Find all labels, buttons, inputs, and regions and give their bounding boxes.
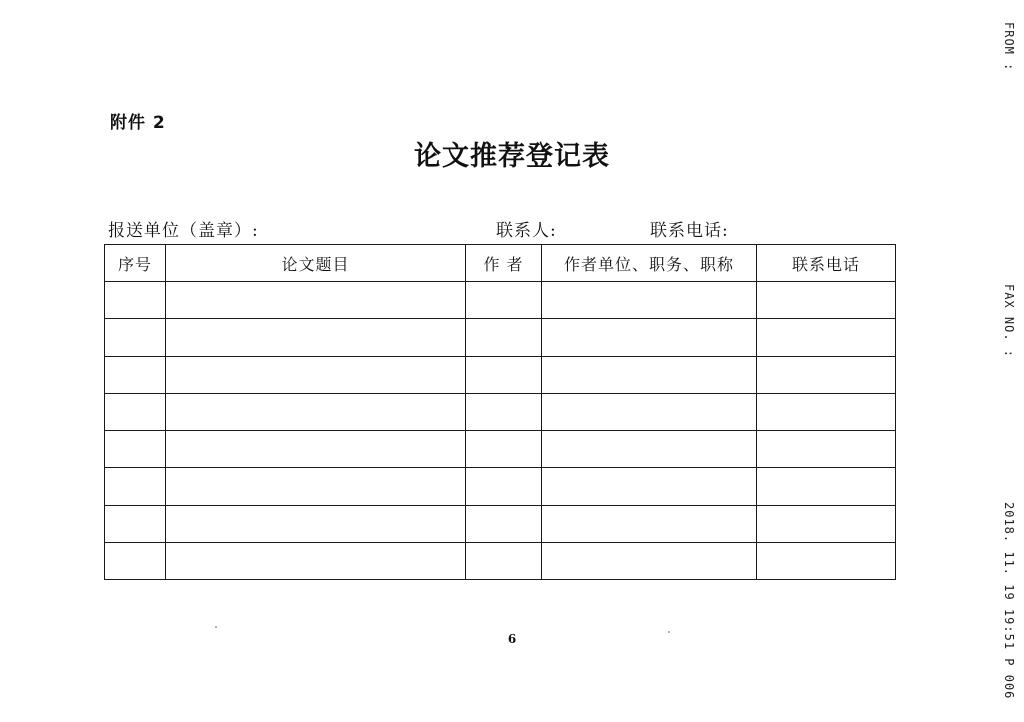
table-cell	[542, 393, 757, 430]
scan-speck	[215, 626, 217, 628]
table-cell	[757, 393, 896, 430]
table-cell	[105, 468, 166, 505]
contact-person-label: 联系人:	[496, 221, 557, 241]
table-cell	[466, 431, 542, 468]
table-cell	[542, 319, 757, 356]
table-cell	[105, 431, 166, 468]
table-cell	[166, 468, 466, 505]
table-row	[105, 356, 896, 393]
table-cell	[757, 356, 896, 393]
table-cell	[166, 393, 466, 430]
table-cell	[166, 282, 466, 319]
scan-speck	[668, 631, 670, 633]
table-cell	[105, 542, 166, 579]
table-cell	[105, 319, 166, 356]
table-row	[105, 505, 896, 542]
table-header-row	[105, 245, 896, 282]
document-title: 论文推荐登记表	[414, 141, 610, 172]
table-cell	[166, 542, 466, 579]
table-cell	[757, 319, 896, 356]
header-author: 作 者	[466, 245, 542, 282]
header-paper-title: 论文题目	[166, 245, 466, 282]
table-cell	[105, 282, 166, 319]
fax-header-strip	[1002, 22, 1020, 700]
table-cell	[542, 542, 757, 579]
table-cell	[757, 282, 896, 319]
table-cell	[757, 431, 896, 468]
table-row	[105, 393, 896, 430]
table-cell	[466, 356, 542, 393]
table-row	[105, 282, 896, 319]
table-cell	[542, 468, 757, 505]
submitting-unit-label: 报送单位（盖章）:	[108, 221, 259, 241]
table-cell	[166, 319, 466, 356]
table-cell	[105, 356, 166, 393]
table-cell	[466, 468, 542, 505]
table-cell	[466, 542, 542, 579]
table-row	[105, 542, 896, 579]
table-cell	[166, 356, 466, 393]
header-contact-phone: 联系电话	[757, 245, 896, 282]
header-serial-number: 序号	[105, 245, 166, 282]
fax-number-label: FAX NO. :	[1002, 284, 1016, 359]
table-row	[105, 319, 896, 356]
table-cell	[542, 356, 757, 393]
table-cell	[466, 282, 542, 319]
attachment-label: 附件 2	[110, 113, 166, 133]
table-cell	[757, 468, 896, 505]
table-cell	[466, 393, 542, 430]
table-cell	[757, 505, 896, 542]
header-author-affiliation: 作者单位、职务、职称	[542, 245, 757, 282]
table-row	[105, 431, 896, 468]
contact-phone-label: 联系电话:	[650, 221, 729, 241]
table-cell	[466, 319, 542, 356]
table-row	[105, 468, 896, 505]
registration-table	[104, 244, 896, 580]
table-cell	[757, 542, 896, 579]
table-cell	[466, 505, 542, 542]
fax-timestamp: 2018. 11. 19 19:51 P 006	[1002, 502, 1016, 700]
page-number: 6	[507, 632, 517, 646]
table-cell	[166, 505, 466, 542]
table-cell	[542, 282, 757, 319]
table-cell	[542, 431, 757, 468]
table-cell	[105, 505, 166, 542]
fax-from-label: FROM :	[1002, 22, 1016, 72]
table-cell	[542, 505, 757, 542]
table-cell	[166, 431, 466, 468]
table-cell	[105, 393, 166, 430]
